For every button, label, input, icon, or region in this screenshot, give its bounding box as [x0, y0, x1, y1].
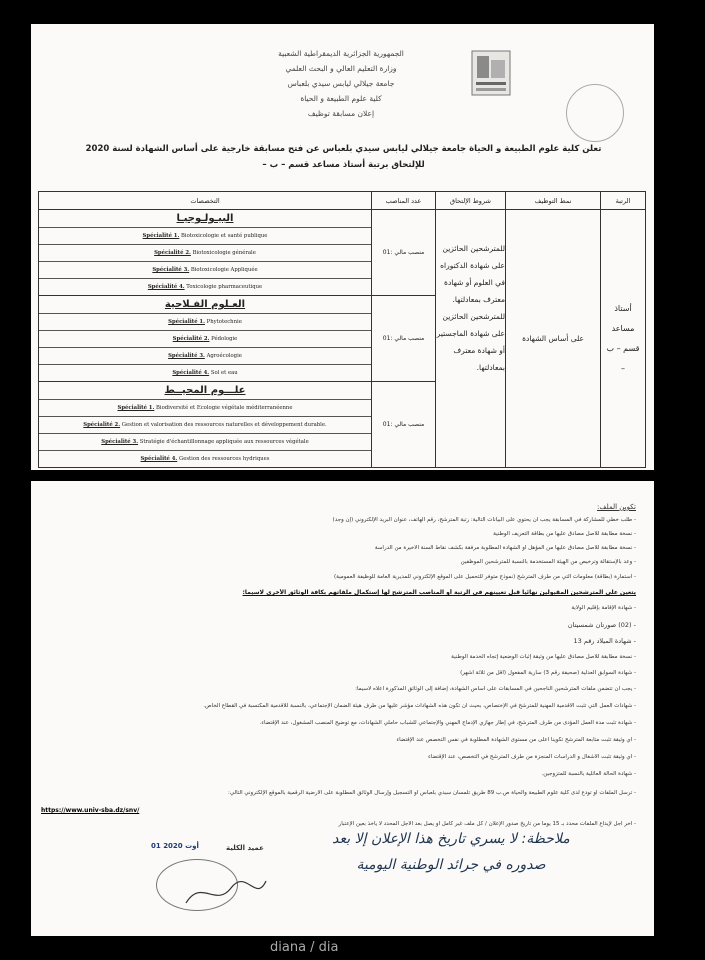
specialty-item — [39, 244, 371, 261]
specialty-num: Spécialité 4. — [140, 456, 178, 462]
specialty-num: Spécialité 4. — [147, 284, 185, 290]
specialty-item — [39, 313, 371, 330]
dossier-line: - آخر أجل لإيداع الملفات محدد بـ 15 يوما من تاريخ صدور الإعلان / كل ملف غير كامل أو يصل بعد الأجل المحدد لا يأخذ بعين الإعتبار — [338, 821, 636, 827]
footer-text: diana / dia — [270, 940, 339, 955]
specialty-item — [39, 278, 371, 295]
table-header-row — [39, 192, 646, 210]
specialty-name: Sol et eau — [210, 370, 238, 376]
specialty-item — [39, 261, 371, 278]
dean-label: عميد الكلية — [226, 844, 264, 852]
dossier-line: - أي وثيقة تثبت الأشغال و الدراسات المنجزة من طرف المترشح في التخصص، عند الإقتضاء — [428, 754, 636, 760]
dossier-line: - نسخة مطابقة للأصل مصادق عليها من المؤهل أو الشهادة المطلوبة مرفقة بكشف نقاط السنة الأخيرة من الدراسة — [374, 545, 636, 551]
specialty-name: Toxicologie pharmaceutique — [186, 284, 263, 290]
specialty-num: Spécialité 1. — [168, 319, 205, 325]
header-count: عدد المناصب — [372, 192, 436, 210]
dossier-line: - شهادة الحالة العائلية بالنسبة للمتزوجين. — [541, 771, 636, 777]
dossier-line: - أي وثيقة تثبت متابعة المترشح تكوينا أعلى من مستوى الشهادة المطلوبة في نفس التخصص عند الإقتضاء — [396, 737, 636, 743]
announcement-text — [71, 141, 616, 173]
specialty-num: Spécialité 2. — [172, 336, 210, 342]
specialty-num: Spécialité 4. — [172, 370, 210, 376]
specialty-name: Pédologie — [211, 336, 238, 342]
specialty-item — [39, 227, 371, 244]
specialty-item — [39, 416, 371, 433]
specialty-name: Phytotechnie — [206, 319, 242, 325]
specialty-item — [39, 399, 371, 416]
specialty-group — [39, 210, 372, 296]
dossier-line: - نسخة مطابقة للأصل مصادق عليها من وثيقة إثبات الوضعية إتجاه الخدمة الوطنية — [451, 654, 636, 660]
announcement-line-2: للإلتحاق برتبة أستاذ مساعد قسم – ب – — [262, 160, 425, 170]
header-line: إعلان مسابقة توظيف — [307, 109, 375, 118]
dossier-line: - شهادات العمل التي تثبت الأقدمية المهنية للمترشح في الإختصاص، بحيث أن تكون هذه الشهادات مؤشر عليها من طرف هيئة الضمان الإجتماعي، بالنسبة للأقدمية المكتسبة في القطاع الخاص. — [203, 703, 636, 709]
header-line: الجمهورية الجزائرية الديمقراطية الشعبية — [278, 49, 404, 58]
specialty-num: Spécialité 1. — [142, 233, 180, 239]
specialty-item — [39, 330, 371, 347]
dossier-line-bold: يتعين على المترشحين المقبولين نهائيا قبل تعيينهم في الرتبة أو المناصب المترشح لها إستكمال ملفاتهم بكافة الوثائق الأخرى لاسيما: — [242, 589, 636, 596]
specialty-name: Biotoxicologie générale — [192, 250, 256, 256]
post-count: منصب مالي :01 — [372, 382, 436, 468]
specialty-num: Spécialité 2. — [154, 250, 191, 256]
dossier-line: - شهادة الميلاد رقم 13 — [573, 637, 636, 645]
specialty-name: Biodiversité et Ecologie végétale méditerranéenne — [156, 405, 293, 411]
dossier-line: - طلب خطي للمشاركة في المسابقة يجب أن يحتوي على البيانات التالية: رتبة المترشح، رقم الهاتف، عنوان البريد الإلكتروني (إن وجد) — [332, 517, 636, 523]
header-line: وزارة التعليم العالي و البحث العلمي — [285, 64, 397, 73]
document-page-1 — [31, 24, 654, 470]
conditions-cell: للمترشحين الحائزين على شهادة الدكتوراه في العلوم أو شهادة معترف بمعادلتها. للمترشحين الحائزين على شهادة الماجستير أو شهادة معترف بمعادلتها. — [436, 210, 506, 468]
dossier-line: - يجب أن تتضمن ملفات المترشحين الناجحين في المسابقات على أساس الشهادة، إضافة إلى الوثائق المذكورة أعلاه لاسيما: — [355, 686, 636, 692]
header-block — [191, 46, 491, 121]
specialty-num: Spécialité 3. — [101, 439, 139, 445]
post-count: منصب مالي :01 — [372, 210, 436, 296]
specialty-group — [39, 296, 372, 382]
recruitment-mode: على أساس الشهادة — [506, 210, 601, 468]
group-title: البيـولـوجيـا — [176, 213, 234, 224]
round-stamp — [566, 84, 624, 142]
header-rank: الرتبة — [601, 192, 646, 210]
dossier-line: - ترسل الملفات أو تودع لدى كلية علوم الطبيعة والحياة ص.ب 89 طريق تلمسان سيدي بلعباس أو التسجيل وإرسال الوثائق المطلوبة على الأرضية الرقمية بالموقع الإلكتروني التالي: — [228, 790, 636, 796]
recruitment-table — [38, 191, 646, 468]
document-page-2 — [31, 481, 654, 936]
faculty-logo — [471, 50, 511, 96]
dossier-line: - (02) صورتان شمسيتان — [567, 621, 636, 629]
dossier-line: - استمارة (بطاقة) معلومات التي من طرف المترشح (نموذج متوفر للتحميل على الموقع الإلكتروني للمديرية العامة للوظيفة العمومية) — [333, 574, 636, 580]
specialty-num: Spécialité 3. — [152, 267, 190, 273]
specialty-num: Spécialité 3. — [168, 353, 205, 359]
specialty-num: Spécialité 2. — [83, 422, 121, 428]
handwritten-note-line-2: صدوره في جرائد الوطنية اليومية — [356, 857, 546, 873]
dossier-line: - نسخة مطابقة للأصل مصادق عليها من بطاقة التعريف الوطنية — [493, 531, 636, 537]
specialty-name: Biotoxicologie et santé publique — [181, 233, 268, 239]
dossier-line: - شهادة تثبت مدة العمل المؤدى من طرف المترشح، في إطار جهازي الإدماج المهني والإجتماعي للشباب حاملي الشهادات، مع توضيح المنصب المشغول، عند الإقتضاء. — [259, 720, 636, 726]
header-mode: نمط التوظيف — [506, 192, 601, 210]
dossier-title: تكوين الملف: — [597, 503, 636, 511]
header-specialties: التخصصات — [39, 192, 372, 210]
group-title: العـلوم الفـلاحية — [164, 299, 246, 310]
group-title: علـــوم المحيــط — [164, 385, 246, 396]
specialty-item — [39, 364, 371, 381]
rank-cell: أستاذ مساعد قسم – ب – — [601, 210, 646, 468]
specialty-item — [39, 433, 371, 450]
submission-url-link[interactable]: https://www.univ-sba.dz/snv/ — [41, 807, 140, 814]
specialty-name: Agroécologie — [206, 353, 242, 359]
header-line: كلية علوم الطبيعة و الحياة — [300, 94, 382, 103]
specialty-item — [39, 347, 371, 364]
announcement-line-1: تعلن كلية علوم الطبيعة و الحياة جامعة جيلالي ليابس سيدي بلعباس عن فتح مسابقة خارجية على أساس الشهادة لسنة 2020 — [85, 144, 602, 154]
header-conditions: شروط الإلتحاق — [436, 192, 506, 210]
specialty-name: Stratégie d'échantillonnage appliquée aux ressources végétale — [139, 439, 309, 445]
header-line: جامعة جيلالي ليابس سيدي بلعباس — [287, 79, 395, 88]
dossier-line: - وعد بالإستقالة وترخيص من الهيئة المستخدمة بالنسبة للمترشحين الموظفين — [460, 559, 636, 565]
handwritten-note-line-1: ملاحظة: لا يسري تاريخ هذا الإعلان إلا بعد — [332, 831, 570, 847]
table-row — [39, 210, 646, 296]
specialty-group — [39, 382, 372, 468]
dossier-line: - شهادة السوابق العدلية (صحيفة رقم 3) سارية المفعول (أقل من ثلاثة أشهر) — [460, 670, 636, 676]
specialty-name: Gestion et valorisation des ressources naturelles et développement durable. — [121, 422, 327, 428]
signature-scribble — [181, 873, 271, 913]
specialty-name: Biotoxicologie Appliquée — [190, 267, 258, 273]
specialty-name: Gestion des ressources hydriques — [178, 456, 270, 462]
specialty-num: Spécialité 1. — [117, 405, 155, 411]
date-stamp: 01 أوت 2020 — [151, 842, 199, 850]
dossier-line: - شهادة الإقامة بإقليم الولاية — [571, 605, 636, 611]
post-count: منصب مالي :01 — [372, 296, 436, 382]
specialty-item — [39, 450, 371, 467]
